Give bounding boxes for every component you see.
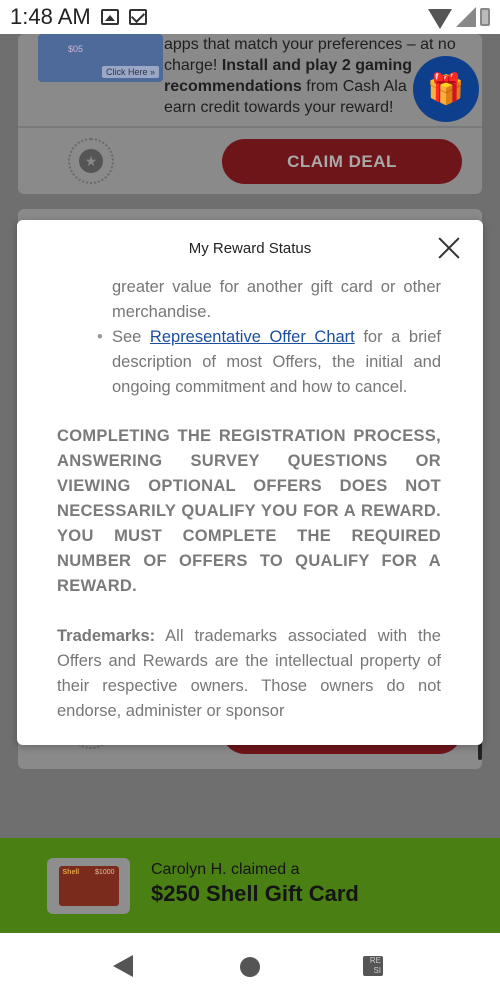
prize-text: $250 Shell Gift Card — [151, 881, 359, 906]
gift-card-image — [47, 858, 130, 914]
signal-icon — [456, 7, 476, 27]
offer-thumbnail — [38, 34, 163, 82]
thumbnail-sticker: $05 — [68, 44, 84, 54]
modal-body[interactable] — [17, 250, 483, 745]
status-time: 1:48 AM — [10, 4, 91, 29]
trademarks-text: Trademarks: All trademarks associated with the Offers and Rewards are the intellectual property of their respective owners. Those owners do not endorse, administer or sponsor — [57, 627, 441, 720]
image-notification-icon — [101, 9, 119, 25]
offer-badge — [68, 138, 114, 184]
gift-card-brand: Shell — [62, 869, 80, 876]
mail-notification-icon — [129, 9, 147, 25]
offer-card — [18, 34, 482, 194]
status-bar — [0, 0, 500, 34]
list-item: • greater value for another gift card or other merchandise. — [57, 250, 441, 325]
recent-apps-icon[interactable]: RE SI — [363, 956, 383, 976]
gift-icon[interactable]: 🎁 — [413, 56, 479, 122]
home-icon[interactable] — [240, 957, 260, 977]
gift-card-value: $1000 — [95, 869, 115, 876]
star-icon: ★ — [79, 149, 103, 173]
offer-description: apps that match your preferences – at no charge! Install and play 2 gaming recommendations from Cash Ala earn credit towards your reward! — [164, 36, 456, 116]
wifi-icon — [428, 9, 452, 29]
representative-offer-chart-link[interactable]: Representative Offer Chart — [149, 328, 355, 346]
navigation-bar — [0, 933, 500, 1000]
claim-notification-banner — [0, 838, 500, 933]
close-icon[interactable] — [437, 236, 461, 260]
list-item: • See Representative Offer Chart for a brief description of most Offers, the initial and ongoing commitment and how to cancel. — [57, 325, 441, 400]
battery-icon — [480, 8, 490, 26]
back-icon[interactable] — [113, 955, 133, 977]
claimer-text: Carolyn H. claimed a — [151, 861, 300, 878]
claim-deal-button[interactable]: CLAIM DEAL — [222, 139, 462, 184]
qualification-warning: COMPLETING THE REGISTRATION PROCESS, ANSWERING SURVEY QUESTIONS OR VIEWING OPTIONAL OFFERS DOES NOT NECESSARILY QUALIFY YOU FOR A REWARD. YOU MUST COMPLETE THE REQUIRED NUMBER OF OFFERS TO QUALIFY FOR A REWARD. — [57, 427, 441, 595]
card-divider — [18, 126, 482, 128]
modal-title: My Reward Status — [188, 240, 312, 257]
reward-status-modal — [17, 220, 483, 745]
modal-header — [17, 220, 483, 278]
thumbnail-click-here: Click Here » — [102, 66, 159, 78]
